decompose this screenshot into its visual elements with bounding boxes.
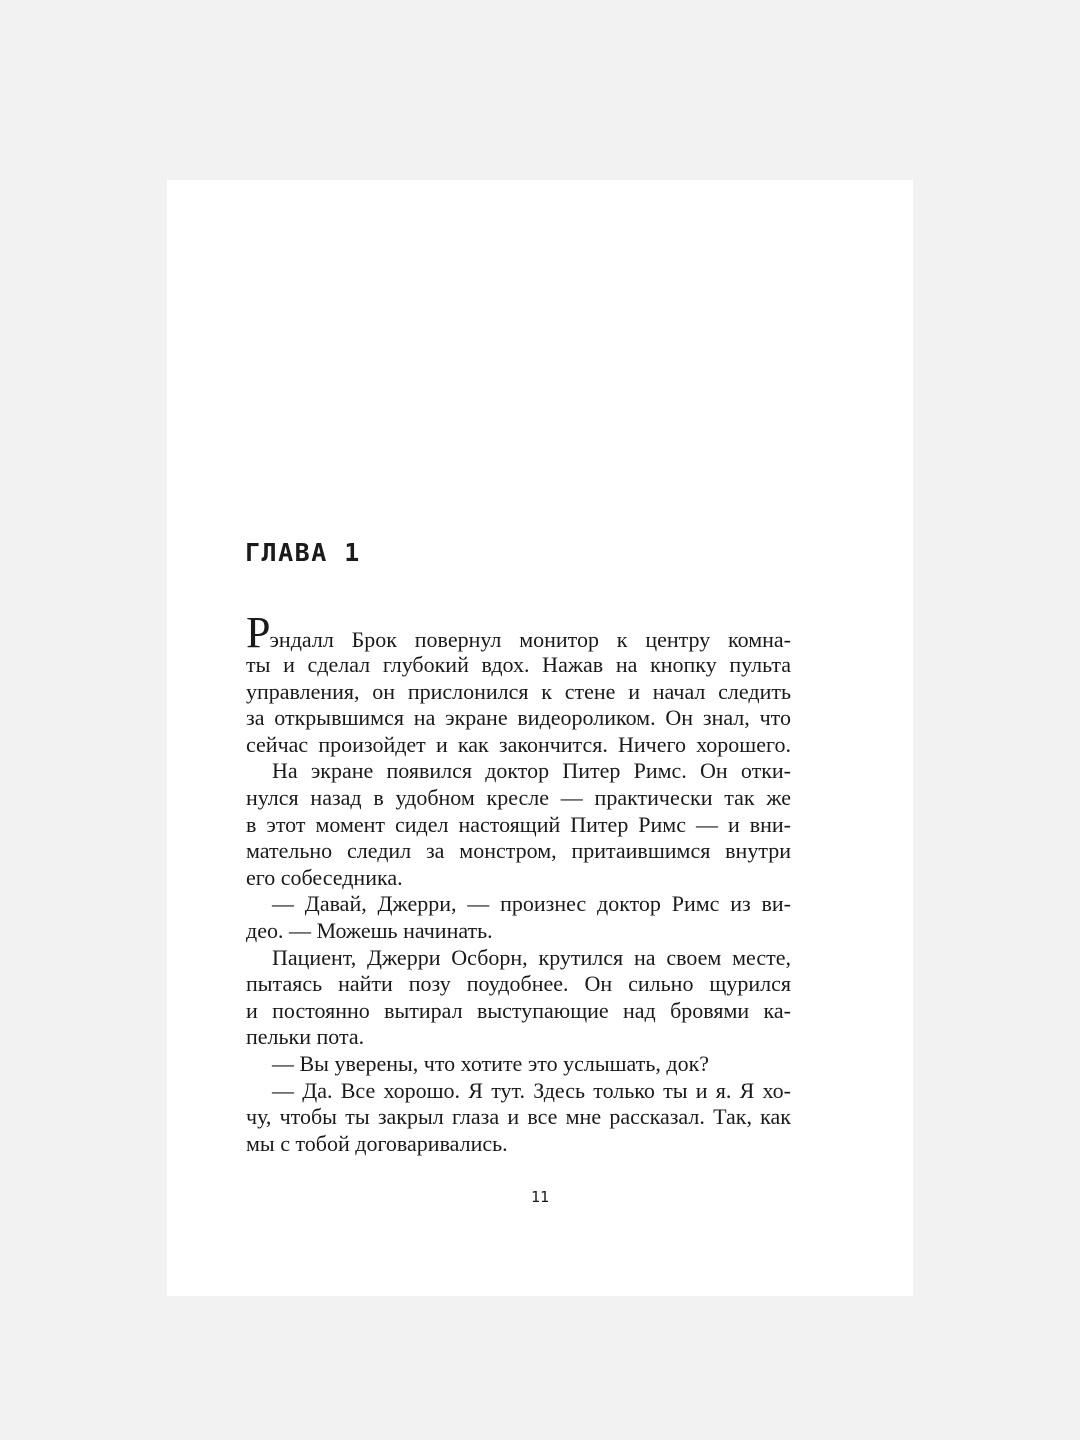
text-line: его собеседника. (246, 864, 403, 890)
text-line: нулся назад в удобном кресле — практически так же (246, 784, 791, 810)
text-line: чу, чтобы ты закрыл глаза и все мне рассказал. Так, как (246, 1104, 791, 1130)
text-line: — Да. Все хорошо. Я тут. Здесь только ты и я. Я хо- (272, 1077, 791, 1103)
page-number: 11 (530, 1188, 550, 1206)
text-line: пытаясь найти позу поудобнее. Он сильно щурился (246, 971, 791, 997)
text-line: и постоянно вытирал выступающие над бровями ка- (246, 997, 791, 1023)
text-line: мы с тобой договаривались. (246, 1130, 508, 1156)
text-line: пельки пота. (246, 1024, 365, 1050)
text-line: На экране появился доктор Питер Римс. Он отки- (272, 758, 791, 784)
text-line: — Давай, Джерри, — произнес доктор Римс из ви- (272, 891, 791, 917)
text-line (246, 608, 791, 657)
text-line: део. — Можешь начинать. (246, 917, 493, 943)
chapter-body (246, 608, 791, 1157)
chapter-title: ГЛАВА 1 (245, 538, 361, 567)
drop-cap: Р (246, 608, 270, 657)
text-line: мательно следил за монстром, притаившимся внутри (246, 838, 791, 864)
text-line: в этот момент сидел настоящий Питер Римс — и вни- (246, 811, 791, 837)
text-line-content: эндалл Брок повернул монитор к центру комна- (269, 627, 791, 652)
text-line: ты и сделал глубокий вдох. Нажав на кнопку пульта (246, 652, 791, 677)
text-line: сейчас произойдет и как закончится. Ничего хорошего. (246, 731, 791, 757)
text-line: — Вы уверены, что хотите это услышать, док? (272, 1050, 710, 1076)
text-line: за открывшимся на экране видеороликом. Он знал, что (246, 705, 791, 731)
text-line: управления, он прислонился к стене и начал следить (246, 678, 791, 704)
text-line: Пациент, Джерри Осборн, крутился на своем месте, (272, 944, 791, 970)
